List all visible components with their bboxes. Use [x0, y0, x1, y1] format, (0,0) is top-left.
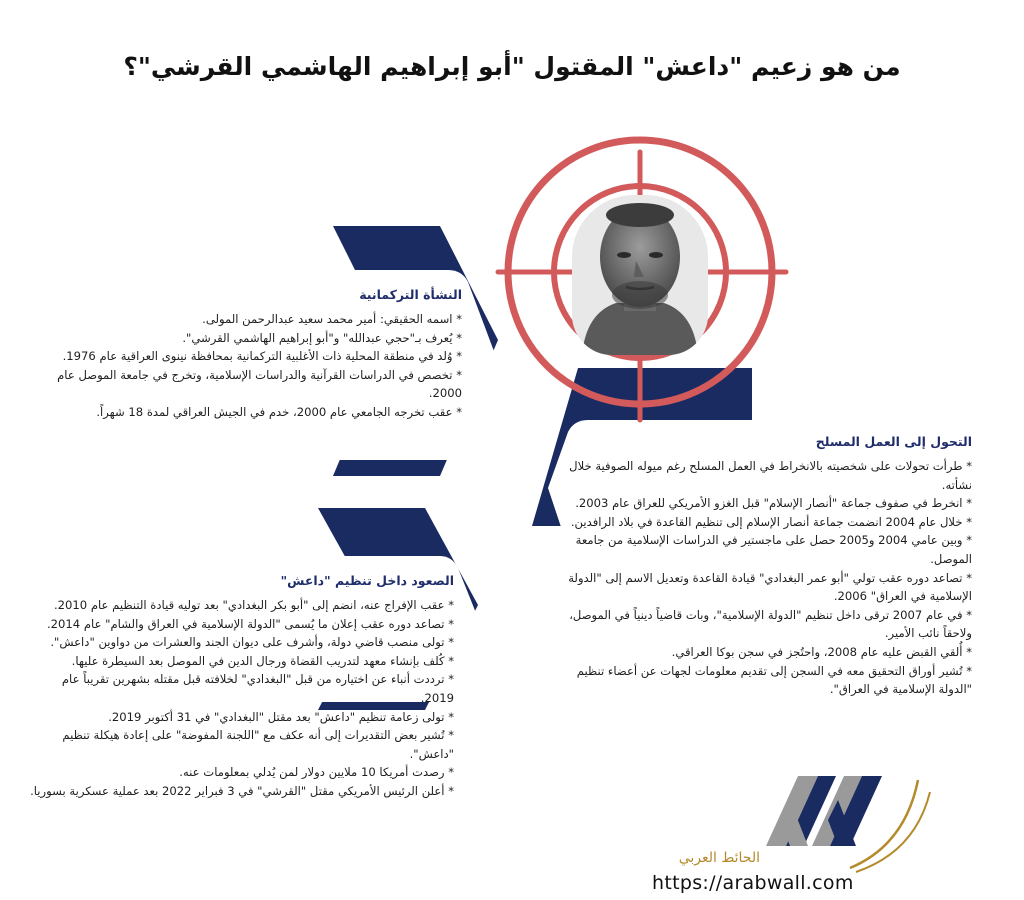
arabwall-aw-logo-icon	[766, 776, 930, 872]
brand-name: الحائط العربي	[678, 850, 760, 866]
list-item: * يُعرف بـ"حجي عبدالله" و"أبو إبراهيم الهاشمي القرشي".	[182, 330, 462, 345]
list-item: * انخرط في صفوف جماعة "أنصار الإسلام" قبل الغزو الأمريكي للعراق عام 2003.	[575, 496, 972, 511]
section-armed-work-list	[562, 457, 972, 699]
list-item: * تُشير أوراق التحقيق معه في السجن إلى تقديم معلومات لجهات عن أعضاء تنظيم "الدولة الإسلامية في العراق".	[576, 663, 972, 697]
list-item: * تُشير بعض التقديرات إلى أنه عكف مع "اللجنة المفوضة" على إعادة هيكلة تنظيم "داعش".	[62, 728, 454, 761]
section-rise	[28, 573, 454, 801]
page-title: من هو زعيم "داعش" المقتول "أبو إبراهيم الهاشمي القرشي"؟	[123, 52, 901, 81]
list-item: * عقب تخرجه الجامعي عام 2000، خدم في الجيش العراقي لمدة 18 شهراً.	[96, 404, 462, 419]
list-item: * أُلقي القبض عليه عام 2008، واحتُجز في سجن بوكا العراقي.	[671, 644, 972, 659]
section-upbringing	[22, 287, 462, 422]
portrait-silhouette-icon	[572, 195, 708, 355]
list-item: * تخصص في الدراسات القرآنية والدراسات الإسلامية، وتخرج في جامعة الموصل عام 2000.	[57, 367, 462, 401]
list-item: * عقب الإفراج عنه، انضم إلى "أبو بكر البغدادي" بعد توليه قيادة التنظيم عام 2010.	[53, 598, 454, 612]
list-item: * في عام 2007 ترقى داخل تنظيم "الدولة الإسلامية"، وبات قاضياً دينياً في الموصل، ولاحقاً نائب الأمير.	[569, 607, 972, 641]
site-url-link[interactable]: https://arabwall.com	[652, 872, 854, 894]
list-item: * اسمه الحقيقي: أمير محمد سعيد عبدالرحمن المولى.	[202, 312, 462, 326]
list-item: * وبين عامي 2004 و2005 حصل على ماجستير في الدراسات الإسلامية من جامعة الموصل.	[575, 533, 972, 566]
list-item: * تصاعد دوره عقب إعلان ما يُسمى "الدولة الإسلامية في العراق والشام" عام 2014.	[46, 616, 454, 631]
list-item: * تصاعد دوره عقب تولي "أبو عمر البغدادي" قيادة القاعدة وتعديل الاسم إلى "الدولة الإسلامية في العراق" 2006.	[568, 570, 972, 604]
section-rise-list	[28, 596, 454, 801]
list-item: * رصدت أمريكا 10 ملايين دولار لمن يُدلي بمعلومات عنه.	[179, 765, 454, 780]
list-item: * ترددت أنباء عن اختياره من قبل "البغدادي" لخلافته قبل مقتله بشهرين تقريباً عام 2019.	[61, 672, 454, 705]
section-upbringing-heading: النشأة التركمانية	[359, 287, 462, 302]
list-item: * أعلن الرئيس الأمريكي مقتل "القرشي" في 3 فبراير 2022 بعد عملية عسكرية بسوريا.	[30, 783, 454, 798]
section-armed-work	[562, 434, 972, 699]
leader-portrait	[572, 195, 708, 355]
list-item: * تولى زعامة تنظيم "داعش" بعد مقتل "البغدادي" في 31 أكتوبر 2019.	[108, 709, 454, 724]
list-item: * طرأت تحولات على شخصيته بالانخراط في العمل المسلح رغم ميوله الصوفية خلال نشأته.	[569, 459, 972, 492]
section-rise-heading: الصعود داخل تنظيم "داعش"	[280, 573, 454, 588]
list-item: * تولى منصب قاضي دولة، وأشرف على ديوان الجند والعشرات من دواوين "داعش".	[50, 635, 454, 650]
list-item: * خلال عام 2004 انضمت جماعة أنصار الإسلام إلى تنظيم القاعدة في بلاد الرافدين.	[570, 514, 972, 529]
list-item: * وُلد في منطقة المحلية ذات الأغلبية التركمانية بمحافظة نينوى العراقية عام 1976.	[62, 349, 462, 364]
section-armed-work-heading: التحول إلى العمل المسلح	[815, 434, 972, 449]
section-upbringing-list	[22, 310, 462, 422]
list-item: * كُلف بإنشاء معهد لتدريب القضاة ورجال الدين في الموصل بعد السيطرة عليها.	[71, 653, 454, 668]
